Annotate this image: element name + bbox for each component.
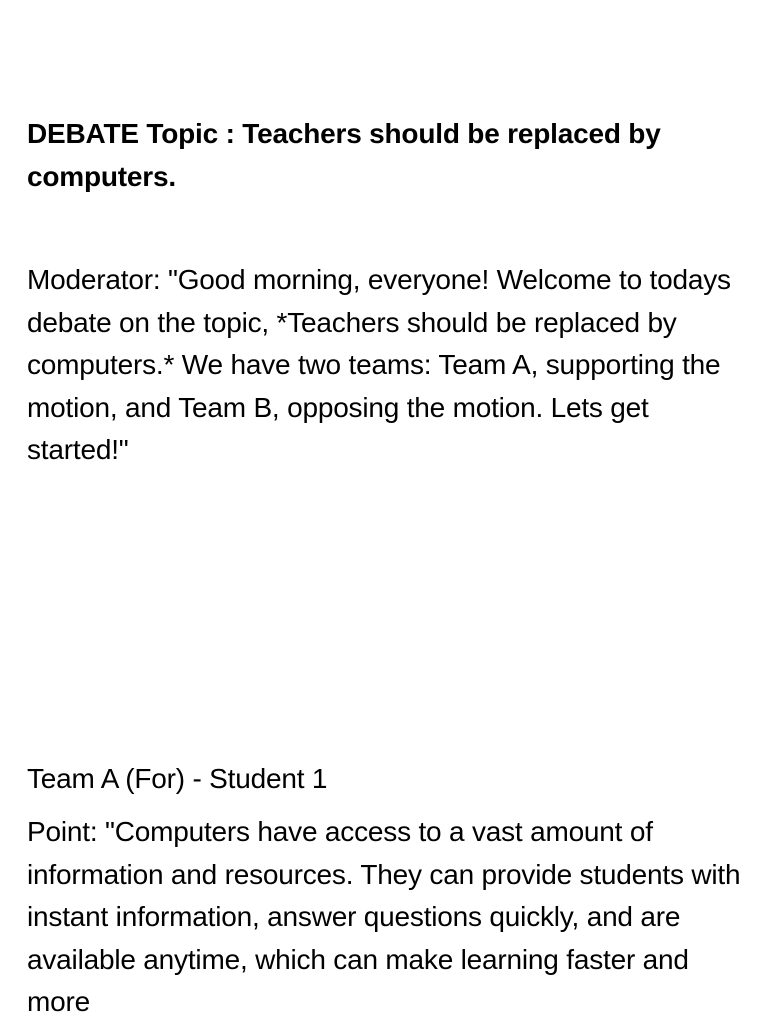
team-a-heading: Team A (For) - Student 1 bbox=[27, 763, 328, 794]
team-a-point-paragraph: Point: "Computers have access to a vast amount of information and resources. They can provide students with instant information, answer questions quickly, and are available anytime, which can make learning faster and more bbox=[27, 816, 741, 1017]
moderator-paragraph: Moderator: "Good morning, everyone! Welcome to todays debate on the topic, *Teachers should be replaced by computers.* We have two teams: Team A, supporting the motion, and Team B, opposing the motion. Lets get started!" bbox=[27, 264, 731, 465]
debate-title: DEBATE Topic : Teachers should be replaced by computers. bbox=[27, 118, 661, 192]
